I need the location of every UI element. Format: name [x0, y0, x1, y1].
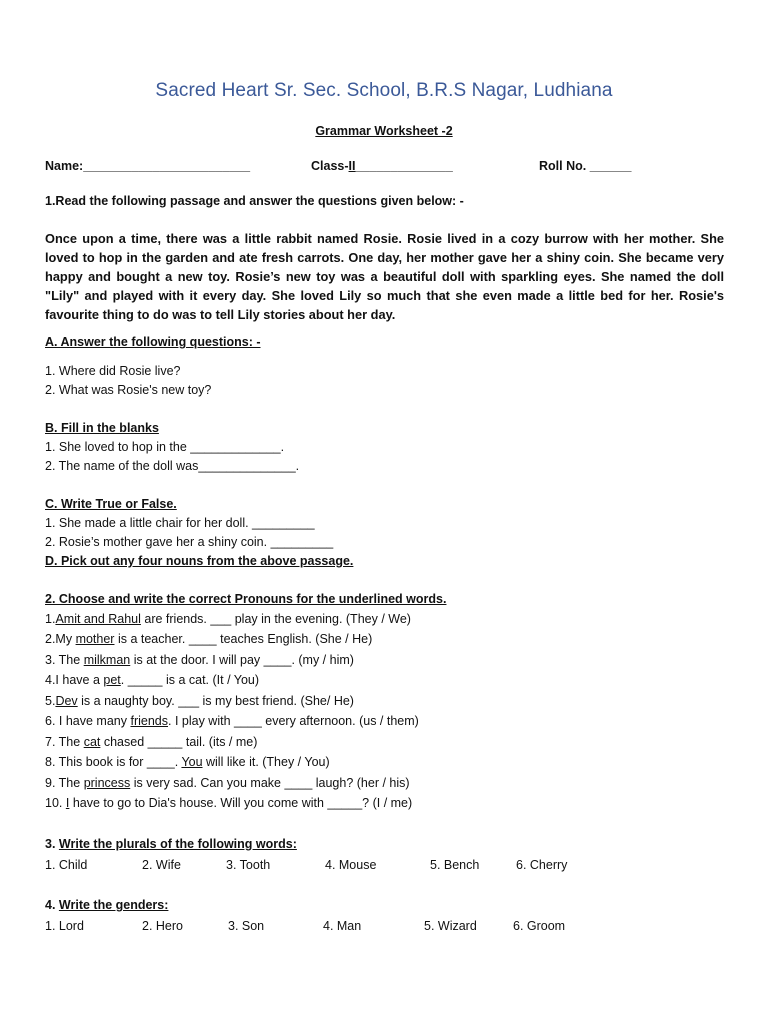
- q2-item: [45, 755, 330, 769]
- q4-heading-text: Write the genders:: [58, 898, 169, 912]
- q1a-heading: A. Answer the following questions: -: [45, 335, 261, 349]
- q2-item-underlined: milkman: [83, 653, 131, 667]
- q4-word: 5. Wizard: [424, 919, 477, 933]
- class-label: Class-: [311, 159, 349, 173]
- q1c-item: 2. Rosie’s mother gave her a shiny coin. _________: [45, 535, 334, 549]
- q2-item: [45, 714, 419, 728]
- q2-item: [45, 673, 259, 687]
- q2-heading: 2. Choose and write the correct Pronouns for the underlined words.: [45, 592, 447, 606]
- q2-item: [45, 612, 411, 626]
- q2-item: [45, 735, 257, 749]
- q3-word: 3. Tooth: [226, 858, 271, 872]
- q1a-item: 2. What was Rosie's new toy?: [45, 383, 212, 397]
- q2-item-post: is a teacher. ____ teaches English. (She / He): [114, 632, 373, 646]
- q4-word: 6. Groom: [513, 919, 566, 933]
- q1c-item: 1. She made a little chair for her doll. _________: [45, 516, 315, 530]
- q1b-heading: B. Fill in the blanks: [45, 421, 159, 435]
- roll-blank: ______: [589, 159, 632, 173]
- school-name: Sacred Heart Sr. Sec. School, B.R.S Nagar, Ludhiana: [155, 80, 613, 101]
- q2-item-post: . _____ is a cat. (It / You): [120, 673, 260, 687]
- q1b-item: 1. She loved to hop in the _____________.: [45, 440, 285, 454]
- q2-item-pre: 3. The: [45, 653, 84, 667]
- q3-word: 6. Cherry: [516, 858, 568, 872]
- q4-word: 3. Son: [228, 919, 265, 933]
- q1c-heading: C. Write True or False.: [45, 497, 177, 511]
- q2-item: [45, 694, 354, 708]
- q3-heading: [45, 837, 297, 851]
- q3-heading-text: Write the plurals of the following words:: [58, 837, 297, 851]
- name-label: Name:: [45, 159, 84, 173]
- q1d-heading: D. Pick out any four nouns from the above passage.: [45, 554, 354, 568]
- q2-item-underlined: I: [65, 796, 70, 810]
- passage-text: Once upon a time, there was a little rabbit named Rosie. Rosie lived in a cozy burrow with her mother. She loved to hop in the garden and ate fresh carrots. One day, her mother gave her a shiny coin. She became very happy and bought a new toy. Rosie’s new toy was a beautiful doll with sparkling eyes. She named the doll "Lily" and played with it every day. She loved Lily so much that she even made a little bed for her. Rosie's favourite thing to do was to tell Lily stories about her day.: [45, 231, 724, 322]
- roll-field: [539, 159, 631, 173]
- q3-word: 5. Bench: [430, 858, 480, 872]
- q3-number: 3.: [45, 837, 59, 851]
- q2-item: [45, 653, 354, 667]
- q2-item-underlined: Amit and Rahul: [55, 612, 141, 626]
- q3-word: 1. Child: [45, 858, 88, 872]
- q2-item-pre: 2.My: [45, 632, 76, 646]
- q1a-item: 1. Where did Rosie live?: [45, 364, 181, 378]
- roll-label: Roll No.: [539, 159, 590, 173]
- q2-item-pre: 7. The: [45, 735, 84, 749]
- q2-item-underlined: Dev: [55, 694, 78, 708]
- worksheet-title: Grammar Worksheet -2: [315, 124, 453, 138]
- q4-word: 2. Hero: [142, 919, 183, 933]
- q4-number: 4.: [45, 898, 59, 912]
- q4-word: 4. Man: [323, 919, 362, 933]
- class-field: [311, 159, 453, 173]
- q1-heading: 1.Read the following passage and answer the questions given below: -: [45, 194, 464, 208]
- q2-item-underlined: friends: [130, 714, 168, 728]
- q2-item-pre: 6. I have many: [45, 714, 131, 728]
- q2-item-pre: 9. The: [45, 776, 84, 790]
- q2-item-post: will like it. (They / You): [202, 755, 330, 769]
- q2-item-pre: 8. This book is for ____.: [45, 755, 182, 769]
- class-value: II: [348, 159, 356, 173]
- q2-item: [45, 796, 412, 810]
- q2-item-underlined: pet: [103, 673, 121, 687]
- q2-item: [45, 632, 372, 646]
- q3-word: 2. Wife: [142, 858, 181, 872]
- q2-item-post: . I play with ____ every afternoon. (us / them): [168, 714, 419, 728]
- q2-item-underlined: princess: [83, 776, 131, 790]
- q3-word: 4. Mouse: [325, 858, 377, 872]
- q2-item-underlined: You: [181, 755, 203, 769]
- q2-item-post: is at the door. I will pay ____. (my / him): [130, 653, 354, 667]
- q2-item-pre: 1.: [45, 612, 56, 626]
- q4-heading: [45, 898, 168, 912]
- q2-item-post: is very sad. Can you make ____ laugh? (her / his): [130, 776, 410, 790]
- q2-item-underlined: cat: [83, 735, 101, 749]
- q2-item-post: are friends. ___ play in the evening. (They / We): [140, 612, 411, 626]
- class-blank: ______________: [355, 159, 453, 173]
- q2-item-underlined: mother: [75, 632, 115, 646]
- q2-item-post: is a naughty boy. ___ is my best friend. (She/ He): [77, 694, 354, 708]
- q2-item-post: chased _____ tail. (its / me): [100, 735, 258, 749]
- q2-item: [45, 776, 410, 790]
- q2-item-pre: 4.I have a: [45, 673, 104, 687]
- q2-item-post: have to go to Dia's house. Will you come with _____? (I / me): [69, 796, 413, 810]
- q2-item-pre: 10.: [45, 796, 66, 810]
- q2-item-pre: 5.: [45, 694, 56, 708]
- name-field: [45, 159, 250, 173]
- q4-word: 1. Lord: [45, 919, 84, 933]
- name-blank: ________________________: [83, 159, 251, 173]
- q1b-item: 2. The name of the doll was______________.: [45, 459, 300, 473]
